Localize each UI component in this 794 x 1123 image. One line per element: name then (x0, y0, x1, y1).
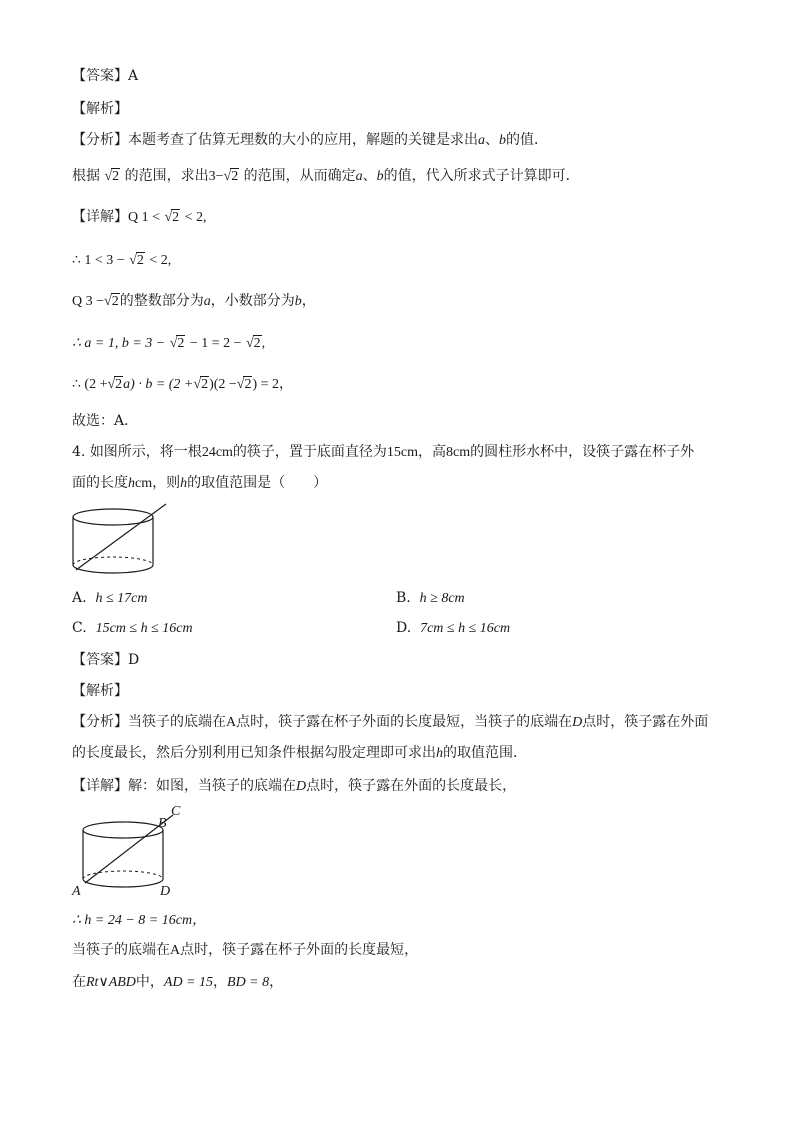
point-d: D (296, 779, 307, 794)
math-expr: < 2, (184, 210, 207, 225)
point-a: A (170, 943, 181, 958)
expr: 3− (208, 169, 224, 184)
detail-line-5: ∴ (2 +√2a) · b = (2 +√2)(2 −√2) = 2， (72, 377, 294, 392)
detail-line-3: Q 3 −√2的整数部分为a，小数部分为b， (72, 293, 316, 309)
choose-text: 故选：A． (72, 413, 139, 429)
text: 的长度最长，然后分别利用已知条件根据勾股定理即可求出 (72, 745, 436, 761)
detail2-line-4 (72, 972, 283, 993)
question-4-line-2 (72, 473, 327, 494)
var-a: a (355, 169, 363, 184)
fig-label-b: B (158, 816, 167, 831)
text: 在 (72, 974, 86, 990)
answer-value: A (128, 68, 139, 84)
separator: 、 (362, 168, 377, 184)
text: 当筷子的底端在 (128, 714, 226, 730)
analysis-label: 【解析】 (72, 101, 128, 117)
var-h: h (128, 476, 135, 491)
cylinder-figure-2 (70, 803, 200, 899)
text: 当筷子的底端在 (72, 942, 170, 958)
detail-label: 【详解】 (72, 209, 128, 225)
text: 的筷子，置于底面直径为 (232, 444, 387, 460)
text: ，小数部分为 (210, 293, 295, 309)
fig-label-a: A (72, 884, 81, 899)
option-text: h ≥ 8cm (419, 591, 465, 606)
math-expr: BD = 8 (227, 975, 270, 990)
unit: cm (135, 476, 153, 491)
math-expr: ∴ a = 1, b = 3 − (72, 336, 166, 351)
math-expr: < 2, (149, 253, 172, 268)
fenxi-text-end: 的值． (506, 132, 548, 148)
option-letter: B. (396, 590, 411, 606)
var-b: b (294, 294, 302, 309)
option-letter: D. (396, 620, 412, 636)
text: 的整数部分为 (119, 293, 204, 309)
math-expr: , (261, 336, 266, 351)
option-text: 7cm ≤ h ≤ 16cm (420, 621, 511, 636)
text: ， (301, 293, 316, 309)
math-expr: ∴ h = 24 − 8 = 16cm， (72, 913, 207, 928)
text: 的值，代入所求式子计算即可． (383, 168, 580, 184)
math-expr: a) · b = (2 + (123, 377, 194, 392)
text: 点时，筷子露在外面的长度最长， (306, 778, 517, 794)
fenxi-label: 【分析】 (72, 714, 128, 730)
analysis-line-1 (72, 130, 548, 151)
option-text: h ≤ 17cm (95, 591, 148, 606)
math-expr: Q 3 − (72, 294, 105, 309)
question-4-line-1 (72, 442, 694, 463)
fenxi-label: 【分析】 (72, 132, 128, 148)
text: 的取值范围． (443, 745, 527, 761)
analysis2-line-2 (72, 743, 527, 764)
cylinder-figure-1 (70, 500, 180, 580)
triangle-name: Rt∨ABD (86, 975, 136, 990)
detail2-line-1 (72, 776, 516, 797)
text: ， (269, 974, 284, 990)
analysis-label-2 (72, 681, 128, 701)
detail-line-4: ∴ a = 1, b = 3 − √2 − 1 = 2 − √2, (72, 336, 266, 351)
text: ， (213, 974, 228, 990)
diameter-value: 15cm (386, 445, 419, 460)
var-b: b (499, 133, 506, 148)
text: 的圆柱形水杯中，设筷子露在杯子外 (470, 444, 695, 460)
point-a: A (226, 715, 237, 730)
analysis-line-2: 根据 √2 的范围，求出3−√2 的范围，从而确定a、b的值，代入所求式子计算即可． (72, 168, 580, 184)
point-d: D (572, 715, 583, 730)
separator: 、 (485, 132, 499, 148)
answer-line-2 (72, 650, 139, 670)
math-expr: − 1 = 2 − (189, 336, 242, 351)
math-expr: AD = 15 (163, 975, 214, 990)
var-a: a (478, 133, 485, 148)
option-a[interactable] (72, 588, 147, 609)
answer-line-1 (72, 66, 138, 86)
text: 中， (135, 974, 164, 990)
math-expr: ) = 2， (252, 377, 294, 392)
text: 的范围，求出 (124, 168, 209, 184)
math-expr: Q 1 < (128, 210, 161, 225)
detail-line-2: ∴ 1 < 3 − √2 < 2, (72, 253, 172, 268)
var-b: b (376, 169, 384, 184)
text: 的取值范围是（ ） (187, 475, 328, 491)
detail2-line-2 (72, 910, 206, 931)
math-expr: )(2 − (209, 377, 237, 392)
text: 的范围，从而确定 (243, 168, 356, 184)
text: 根据 (72, 168, 100, 184)
detail-line-1: 【详解】Q 1 < √2 < 2, (72, 209, 207, 225)
analysis-label: 【解析】 (72, 683, 128, 699)
text: ，则 (152, 475, 181, 491)
math-expr: ∴ 1 < 3 − (72, 253, 125, 268)
var-h: h (180, 476, 188, 491)
fig-label-d: D (160, 884, 171, 899)
math-expr: ∴ (2 + (72, 377, 108, 392)
text: 点时，筷子露在外面 (582, 714, 709, 730)
answer-label: 【答案】 (72, 68, 128, 84)
question-number: 4. (72, 444, 86, 460)
option-text: 15cm ≤ h ≤ 16cm (95, 621, 193, 636)
length-value: 24cm (201, 445, 233, 460)
text: 点时，筷子露在杯子外面的长度最短， (180, 942, 419, 958)
option-letter: A. (72, 590, 87, 606)
fig-label-c: C (171, 804, 181, 819)
choose-line (72, 411, 138, 431)
var-a: a (203, 294, 211, 309)
text: ，高 (418, 444, 447, 460)
option-b[interactable] (396, 588, 465, 609)
text: 点时，筷子露在杯子外面的长度最短，当筷子的底端在 (236, 714, 573, 730)
option-d[interactable] (396, 618, 510, 639)
detail-label: 【详解】 (72, 778, 128, 794)
text: 解：如图，当筷子的底端在 (128, 778, 296, 794)
option-letter: C. (72, 620, 87, 636)
answer-label: 【答案】 (72, 652, 128, 668)
option-c[interactable] (72, 618, 193, 639)
var-h: h (436, 746, 443, 761)
analysis2-line-1 (72, 712, 708, 733)
text: 面的长度 (72, 475, 128, 491)
answer-value: D (128, 652, 140, 668)
text: 如图所示，将一根 (89, 444, 202, 460)
analysis-label-1 (72, 99, 128, 119)
height-value: 8cm (446, 445, 471, 460)
fenxi-text: 本题考查了估算无理数的大小的应用，解题的关键是求出 (128, 132, 478, 148)
detail2-line-3 (72, 940, 418, 961)
